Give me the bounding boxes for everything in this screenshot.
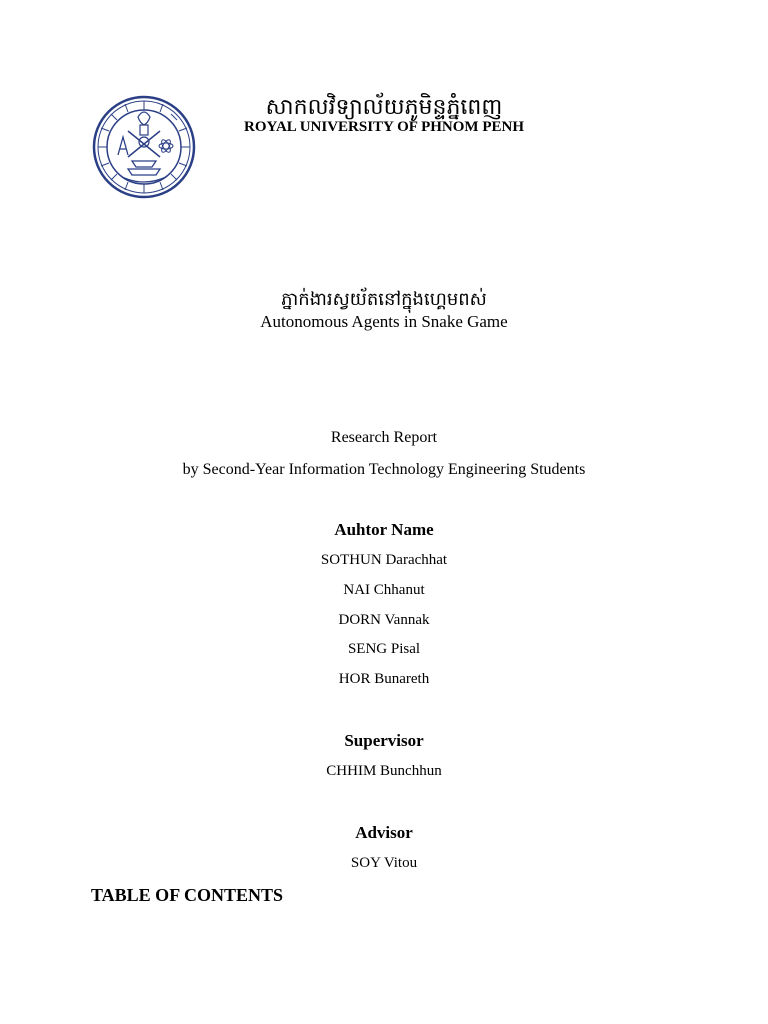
report-type: Research Report xyxy=(330,429,438,446)
advisor-name: SOY Vitou xyxy=(350,855,418,871)
table-of-contents-heading: TABLE OF CONTENTS xyxy=(91,885,284,905)
author-name: NAI Chhanut xyxy=(343,582,425,598)
advisor-heading: Advisor xyxy=(355,823,413,842)
report-title-english: Autonomous Agents in Snake Game xyxy=(260,312,508,331)
authors-heading: Auhtor Name xyxy=(334,520,434,539)
author-name: DORN Vannak xyxy=(338,612,430,628)
university-name-english: ROYAL UNIVERSITY OF PHNOM PENH xyxy=(243,119,525,135)
author-name: HOR Bunareth xyxy=(338,671,430,687)
supervisor-name: CHHIM Bunchhun xyxy=(326,763,442,779)
report-title-khmer: ភ្នាក់ងារស្វយ័តនៅក្នុងហ្គេមពស់ xyxy=(281,289,487,309)
author-name: SOTHUN Darachhat xyxy=(320,552,448,568)
university-name-khmer: សាកលវិទ្យាល័យភូមិន្ទភ្នំពេញ xyxy=(265,94,503,119)
supervisor-heading: Supervisor xyxy=(344,731,424,750)
author-name: SENG Pisal xyxy=(347,641,421,657)
report-authorship-line: by Second-Year Information Technology Engineering Students xyxy=(182,461,586,478)
